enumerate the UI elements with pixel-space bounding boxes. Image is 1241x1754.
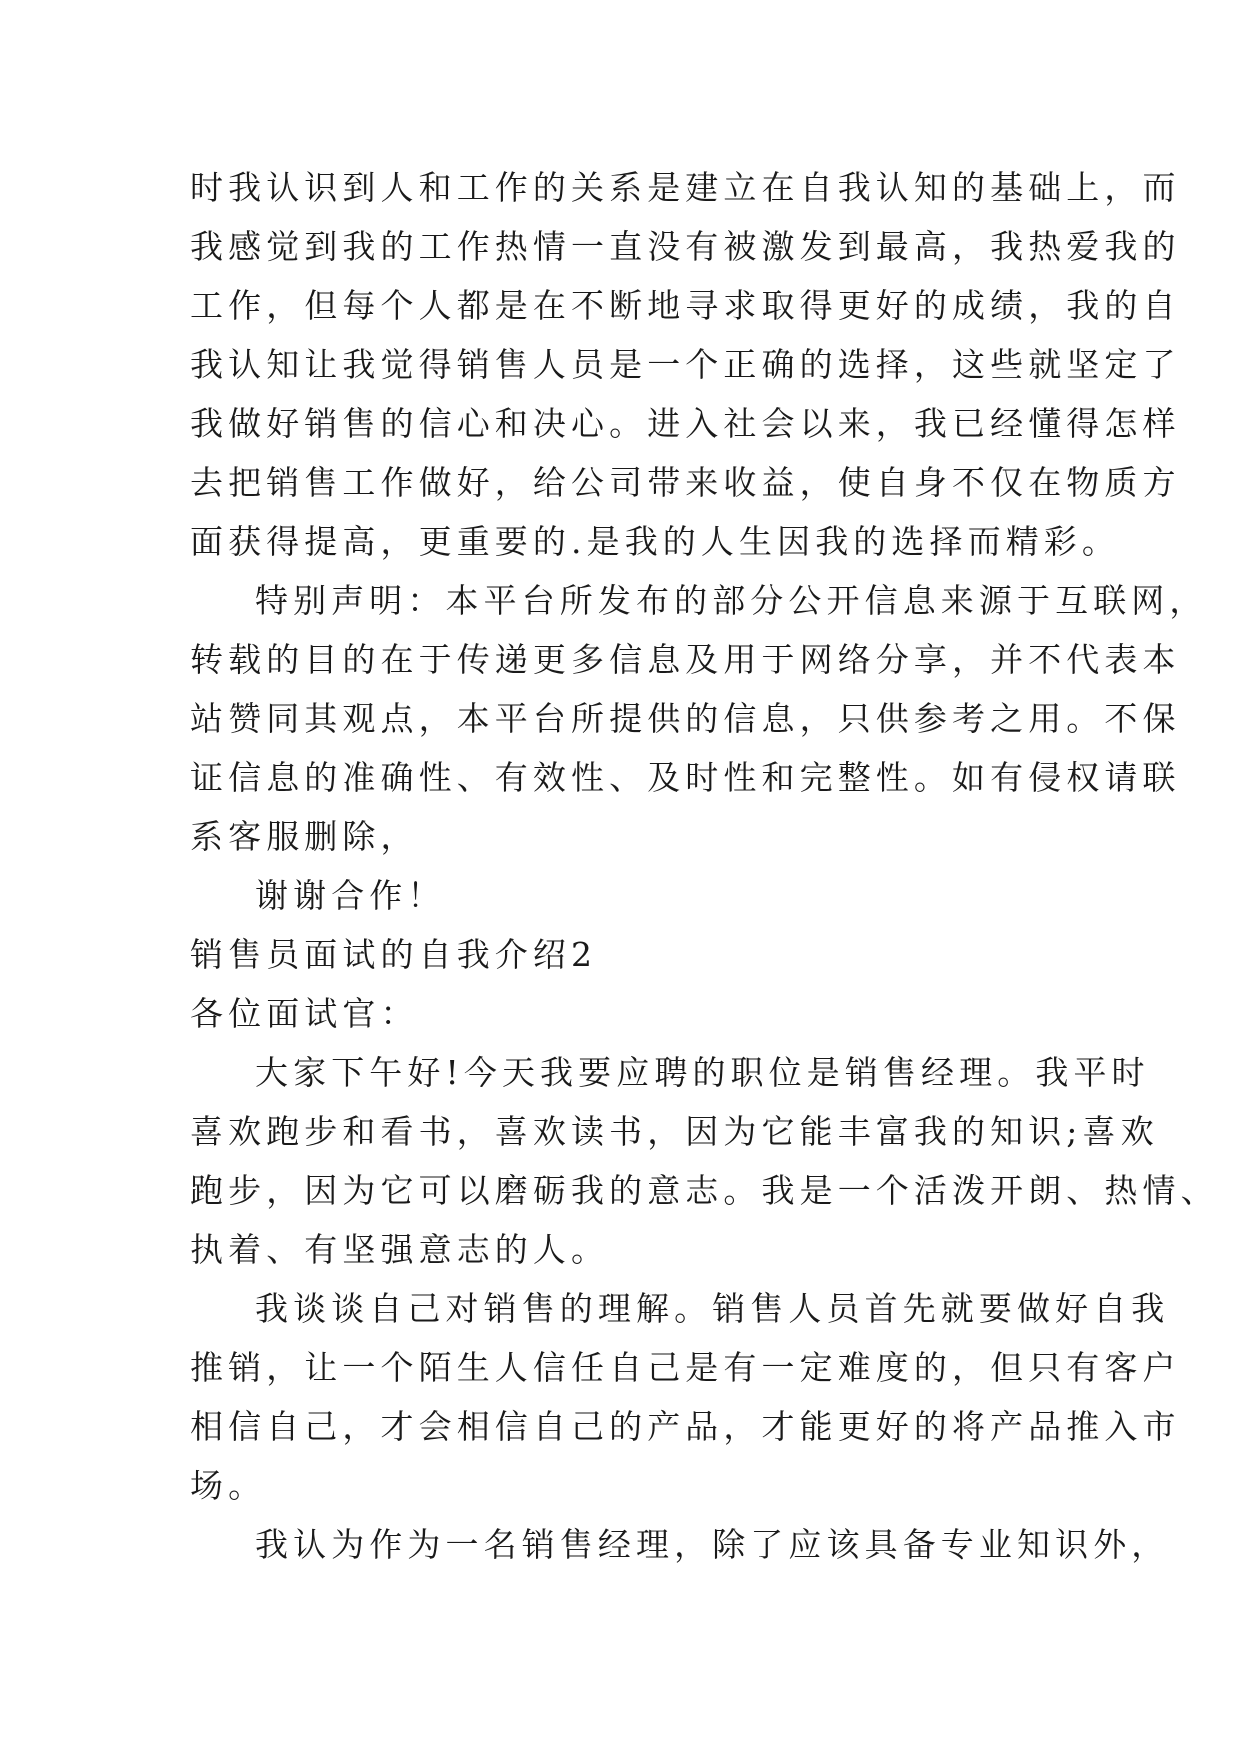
paragraph-line: 跑步，因为它可以磨砺我的意志。我是一个活泼开朗、热情、 <box>190 1171 1219 1210</box>
section-title: 销售员面试的自我介绍2 <box>190 935 598 974</box>
paragraph-line: 喜欢跑步和看书，喜欢读书，因为它能丰富我的知识;喜欢 <box>190 1112 1159 1151</box>
disclaimer-line: 特别声明：本平台所发布的部分公开信息来源于互联网， <box>255 581 1208 620</box>
disclaimer-line: 证信息的准确性、有效性、及时性和完整性。如有侵权请联 <box>190 758 1181 797</box>
thanks-line: 谢谢合作！ <box>255 876 446 915</box>
paragraph-line: 面获得提高，更重要的.是我的人生因我的选择而精彩。 <box>190 522 1120 561</box>
paragraph-line: 我做好销售的信心和决心。进入社会以来，我已经懂得怎样 <box>190 404 1181 443</box>
disclaimer-line: 站赞同其观点，本平台所提供的信息，只供参考之用。不保 <box>190 699 1181 738</box>
paragraph-line: 场。 <box>190 1466 267 1505</box>
paragraph-line: 时我认识到人和工作的关系是建立在自我认知的基础上，而 <box>190 168 1181 207</box>
salutation: 各位面试官： <box>190 994 419 1033</box>
paragraph-line: 我认知让我觉得销售人员是一个正确的选择，这些就坚定了 <box>190 345 1181 384</box>
paragraph-line: 相信自己，才会相信自己的产品，才能更好的将产品推入市 <box>190 1407 1181 1446</box>
paragraph-line: 我感觉到我的工作热情一直没有被激发到最高，我热爱我的 <box>190 227 1181 266</box>
disclaimer-line: 转载的目的在于传递更多信息及用于网络分享，并不代表本 <box>190 640 1181 679</box>
disclaimer-line: 系客服删除， <box>190 817 419 856</box>
paragraph-line: 大家下午好!今天我要应聘的职位是销售经理。我平时 <box>255 1053 1150 1092</box>
paragraph-line: 执着、有坚强意志的人。 <box>190 1230 610 1269</box>
paragraph-line: 去把销售工作做好，给公司带来收益，使自身不仅在物质方 <box>190 463 1181 502</box>
paragraph-line: 我认为作为一名销售经理，除了应该具备专业知识外， <box>255 1525 1170 1564</box>
paragraph-line: 我谈谈自己对销售的理解。销售人员首先就要做好自我 <box>255 1289 1170 1328</box>
paragraph-line: 推销，让一个陌生人信任自己是有一定难度的，但只有客户 <box>190 1348 1181 1387</box>
paragraph-line: 工作，但每个人都是在不断地寻求取得更好的成绩，我的自 <box>190 286 1181 325</box>
